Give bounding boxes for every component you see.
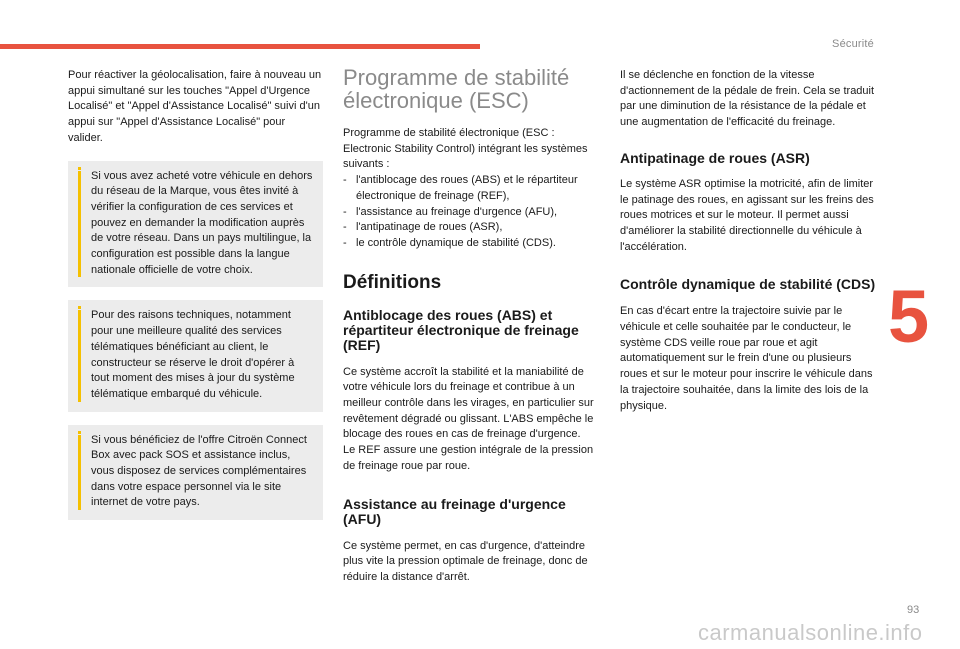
esc-intro: Programme de stabilité électronique (ESC : Electronic Stability Control) intégrant les systèmes suivants : xyxy=(343,127,588,171)
list-item: - l'antiblocage des roues (ABS) et le répartiteur électronique de freinage (REF), xyxy=(343,173,605,204)
section-label: Sécurité xyxy=(832,38,874,50)
geolocation-paragraph: Pour réactiver la géolocalisation, faire à nouveau un appui simultané sur les touches "Appel d'Urgence Localisé" et "Appel d'Assistance Localisé" suivi d'un appui sur "Appel d'Assistance Localisé" pour valider. xyxy=(68,69,322,144)
esc-title: Programme de stabilité électronique (ESC) xyxy=(343,65,570,113)
afu-paragraph: Ce système permet, en cas d'urgence, d'atteindre plus vite la pression optimale de freinage, donc de réduire la distance d'arrêt. xyxy=(343,539,588,583)
column-right xyxy=(620,68,878,414)
info-note-updates xyxy=(68,300,323,411)
info-note-network xyxy=(68,161,323,288)
asr-paragraph: Le système ASR optimise la motricité, afin de limiter le patinage des roues, en agissant sur les freins des roues motrices et sur le moteur. Il permet aussi d'améliorer la stabilité directionnelle du véhicule à l'accélération. xyxy=(620,177,874,253)
chapter-number: 5 xyxy=(888,275,930,358)
definitions-heading: Définitions xyxy=(343,271,442,293)
column-middle xyxy=(343,66,605,586)
cds-paragraph: En cas d'écart entre la trajectoire suivie par le véhicule et celle souhaitée par le conducteur, le système CDS veille roue par roue et agit automatiquement sur le frein d'une ou plusieurs roues et sur le moteur pour inscrire le véhicule dans la trajectoire souhaitée, dans la limite des lois de la physique. xyxy=(620,305,873,412)
ref-paragraph: Le REF assure une gestion intégrale de la pression de freinage roue par roue. xyxy=(343,444,594,472)
cds-heading: Contrôle dynamique de stabilité (CDS) xyxy=(620,276,876,293)
list-item: - le contrôle dynamique de stabilité (CDS). xyxy=(343,236,605,252)
asr-heading: Antipatinage de roues (ASR) xyxy=(620,149,810,166)
list-item: - l'antipatinage de roues (ASR), xyxy=(343,220,605,236)
abs-heading: Antiblocage des roues (ABS) et répartiteur électronique de freinage (REF) xyxy=(343,306,579,353)
info-note-text: Si vous avez acheté votre véhicule en dehors du réseau de la Marque, vous êtes invité à vérifier la configuration de ces services et pouvez en demander la modification auprès de votre réseau. Dans un pays multilingue, la configuration est possible dans la langue nationale officielle de votre choix. xyxy=(91,169,313,276)
info-note-text: Pour des raisons techniques, notamment pour une meilleure qualité des services télématiques bénéficiant au client, le constructeur se réserve le droit d'opérer à tout moment des mises à jour du système télématique embarqué du véhicule. xyxy=(91,309,295,400)
watermark: carmanualsonline.info xyxy=(698,620,923,645)
info-note-text: Si vous bénéficiez de l'offre Citroën Connect Box avec pack SOS et assistance inclus, vous disposez de services complémentaires dans votre espace personnel via le site internet de votre pays. xyxy=(91,433,307,509)
info-note-connect-box xyxy=(68,425,323,521)
esc-systems-list xyxy=(343,173,605,252)
afu-continuation: Il se déclenche en fonction de la vitesse d'actionnement de la pédale de frein. Cela se traduit par une diminution de la résistance de la pédale et une augmentation de l'efficacité du freinage. xyxy=(620,69,875,129)
list-item: - l'assistance au freinage d'urgence (AFU), xyxy=(343,205,605,221)
abs-paragraph: Ce système accroît la stabilité et la maniabilité de votre véhicule lors du freinage et contribue à un meilleur contrôle dans les virages, en particulier sur revêtement dégradé ou glissant. L'ABS empêche le blocage des roues en cas de freinage d'urgence. xyxy=(343,365,594,441)
page-number: 93 xyxy=(907,604,920,616)
top-accent-bar xyxy=(0,44,480,49)
afu-heading: Assistance au freinage d'urgence (AFU) xyxy=(343,495,566,527)
column-left xyxy=(68,68,323,520)
